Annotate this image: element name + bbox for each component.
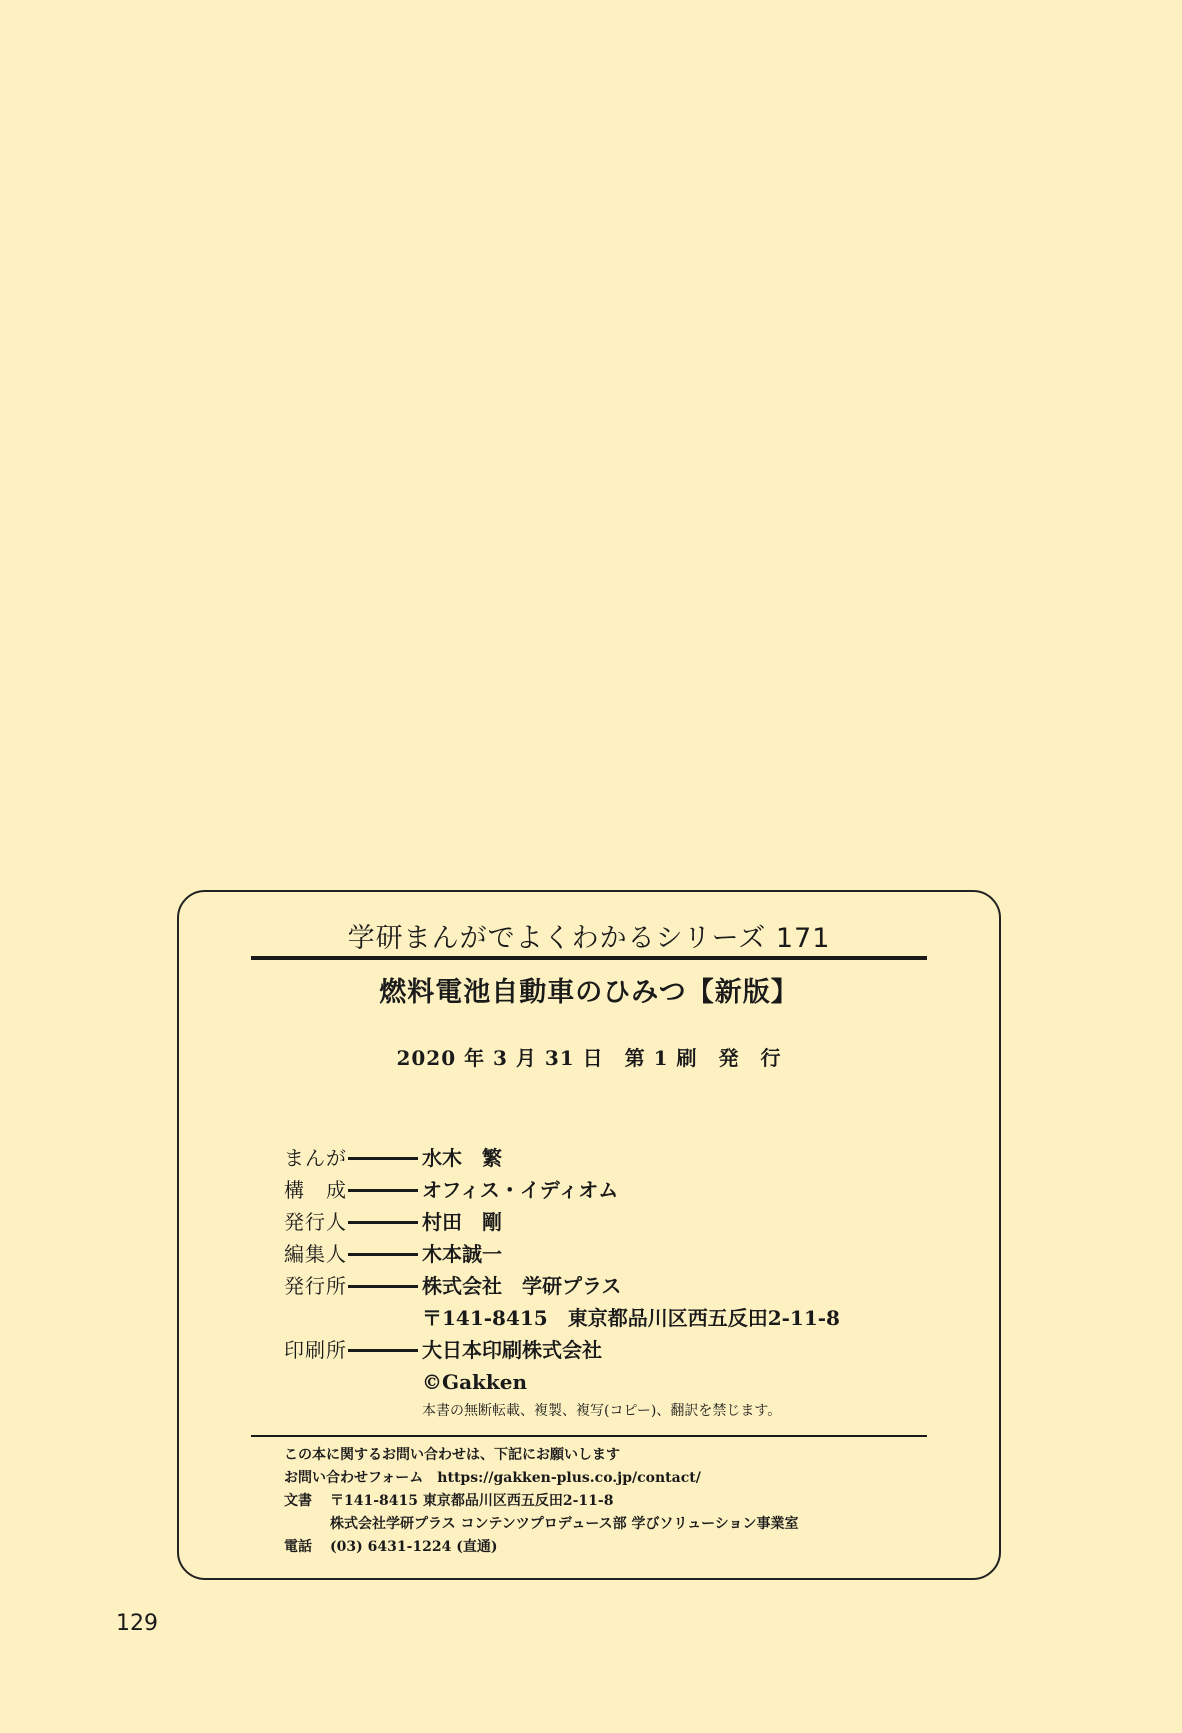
contact-info — [284, 1444, 799, 1559]
credit-value: 大日本印刷株式会社 — [422, 1338, 602, 1362]
divider-thin — [251, 1435, 927, 1437]
credit-value: 村田 剛 — [422, 1210, 502, 1234]
colophon-box — [177, 890, 1001, 1580]
copyright-row — [284, 1366, 840, 1398]
publisher-address: 〒141-8415 東京都品川区西五反田2-11-8 — [422, 1306, 840, 1330]
credits-list — [284, 1142, 840, 1398]
credit-label: 発行人 — [284, 1210, 347, 1234]
contact-phone-row — [284, 1536, 799, 1559]
contact-intro: この本に関するお問い合わせは、下記にお願いします — [284, 1447, 620, 1463]
credit-row-composition — [284, 1174, 840, 1206]
credit-label: 編集人 — [284, 1242, 347, 1266]
contact-letter-row-2 — [284, 1513, 799, 1536]
credit-dash — [348, 1285, 418, 1288]
book-title: 燃料電池自動車のひみつ【新版】 — [379, 977, 799, 1008]
credit-row-publisher-person — [284, 1206, 840, 1238]
contact-letter-department: 株式会社学研プラス コンテンツプロデュース部 学びソリューション事業室 — [330, 1516, 799, 1532]
contact-form: お問い合わせフォーム https://gakken-plus.co.jp/contact/ — [284, 1470, 701, 1486]
contact-phone: (03) 6431-1224 (直通) — [330, 1539, 498, 1555]
credit-dash — [348, 1157, 418, 1160]
reproduction-notice: 本書の無断転載、複製、複写(コピー)、翻訳を禁じます。 — [422, 1403, 782, 1419]
credit-value: オフィス・イディオム — [422, 1178, 619, 1202]
credit-label: まんが — [284, 1146, 347, 1170]
credit-row-printer — [284, 1334, 840, 1366]
contact-letter-address: 〒141-8415 東京都品川区西五反田2-11-8 — [330, 1493, 614, 1509]
credit-label: 印刷所 — [284, 1338, 347, 1362]
credit-value: 木本誠一 — [422, 1242, 502, 1266]
credit-label: 構 成 — [284, 1178, 347, 1202]
contact-phone-label: 電話 — [284, 1539, 312, 1555]
contact-letter-label: 文書 — [284, 1493, 312, 1509]
credit-row-publisher — [284, 1270, 840, 1302]
credit-row-editor — [284, 1238, 840, 1270]
publisher-address-row — [284, 1302, 840, 1334]
divider-thick — [251, 956, 927, 960]
credit-dash — [348, 1189, 418, 1192]
series-name: 学研まんがでよくわかるシリーズ 171 — [347, 923, 831, 954]
copyright: ©Gakken — [422, 1370, 528, 1394]
page-number: 129 — [116, 1611, 158, 1636]
credit-value: 株式会社 学研プラス — [422, 1274, 622, 1298]
credit-row-manga — [284, 1142, 840, 1174]
credit-dash — [348, 1253, 418, 1256]
credit-label: 発行所 — [284, 1274, 347, 1298]
credit-dash — [348, 1221, 418, 1224]
credit-value: 水木 繁 — [422, 1146, 502, 1170]
credit-dash — [348, 1349, 418, 1352]
publication-date: 2020 年 3 月 31 日 第 1 刷 発 行 — [396, 1046, 782, 1070]
contact-letter-row — [284, 1490, 799, 1513]
